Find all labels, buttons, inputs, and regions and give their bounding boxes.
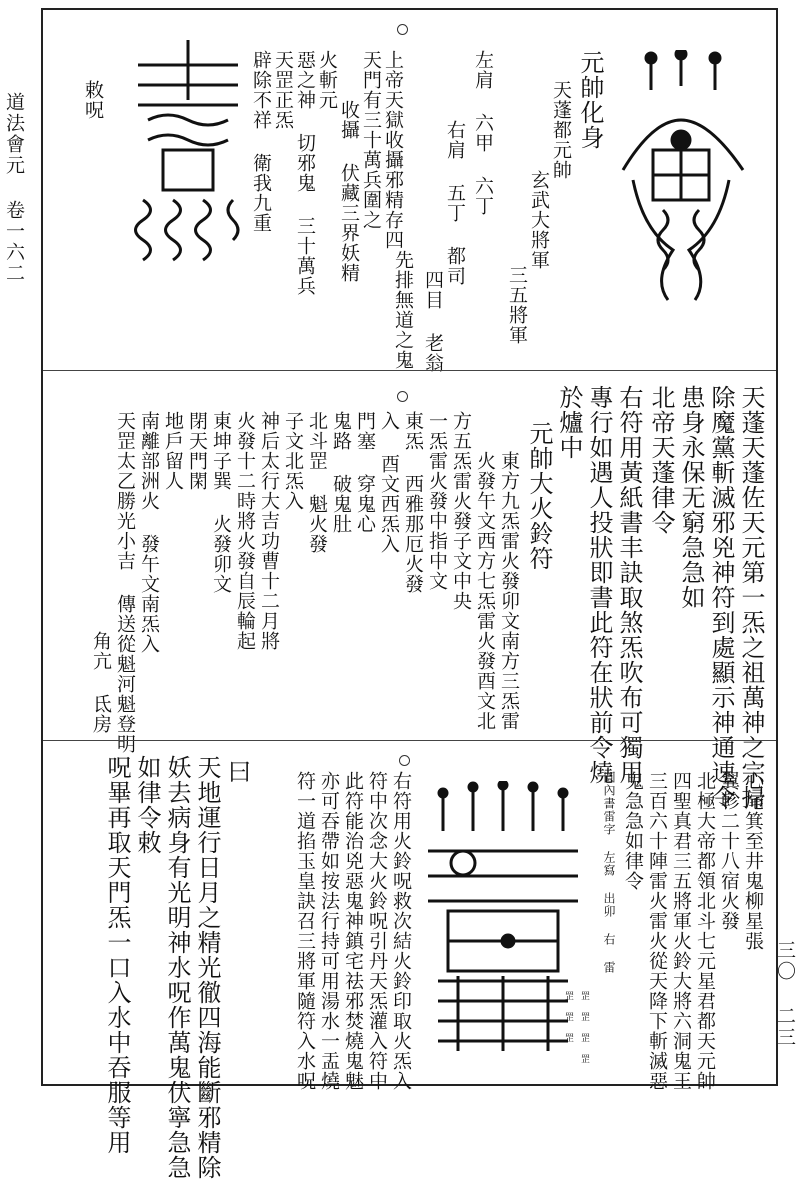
text-line: 除魔黨斬滅邪兇神符到處顯示神通速令 xyxy=(707,385,735,810)
text-line: 此符能治兇惡鬼神鎮宅祛邪焚燒鬼魅 xyxy=(342,771,364,1091)
text-line: 天地運行日月之精光徹四海能斷邪精除 xyxy=(193,755,221,1180)
text-line: 天罡太乙勝光小吉 傳送從魁河魁登明 xyxy=(114,411,136,754)
text-line: 妖去病身有光明神水呪作萬鬼伏寧急急 xyxy=(163,755,191,1180)
text-line: 元帥大火鈴符 xyxy=(525,421,553,571)
note-text: 罡 罡 罡 罡 xyxy=(579,991,589,1064)
text-line: 四目 老翁 xyxy=(422,270,444,373)
text-line: 患身永保无窮急急如 xyxy=(677,385,705,610)
text-line: 三五將軍 xyxy=(506,265,528,345)
note-text: 圓內書雷字 左寫 出卯 右 雷 xyxy=(602,771,616,974)
panel-1 xyxy=(43,10,776,373)
talisman-figure xyxy=(613,50,753,310)
text-line: 鬼路 破鬼肚 xyxy=(330,411,352,534)
text-line: 天蓬都元帥 xyxy=(550,80,572,180)
text-line: 惡之神 切邪鬼 三十萬兵 xyxy=(294,50,316,296)
text-line: 三百六十陣雷火雷火從天降下斬滅惡 xyxy=(646,771,668,1091)
text-line: 收攝 伏藏三界妖精 xyxy=(338,100,360,283)
text-line: 角亢 氐房 xyxy=(90,631,112,734)
circle-marker xyxy=(397,391,408,402)
text-line: 天罡正炁 xyxy=(272,50,294,130)
text-line: 四聖真君三五將軍火鈴大將六洞鬼王 xyxy=(670,771,692,1091)
book-title-margin: 道法會元 卷一六二 xyxy=(3,92,25,284)
text-line: 東方九炁雷火發卯文南方三炁雷 xyxy=(498,451,520,731)
text-line: 子文北炁入 xyxy=(282,411,304,511)
page-frame xyxy=(41,8,778,1180)
text-line: 方五炁雷火發子文中央 xyxy=(450,411,472,611)
text-line: 神后太行大吉功曹十二月將 xyxy=(258,411,280,651)
text-line: 先排無道之鬼 xyxy=(392,250,414,370)
circle-marker xyxy=(399,755,410,766)
text-line: 北帝天蓬律令 xyxy=(647,385,675,535)
text-line: 天蓬天蓬佐天元第一炁之祖萬神之宗掃 xyxy=(737,385,765,810)
text-line: 右肩 五丁 都司 xyxy=(444,120,466,286)
text-line: 呪畢再取天門炁一口入水中吞服等用 xyxy=(103,755,131,1155)
text-line: 鬼急急如律令 xyxy=(622,771,644,891)
text-line: 北斗罡 魁火發 xyxy=(306,411,328,554)
text-line: 亦可吞帶如按法行持可用湯水一盂燒 xyxy=(318,771,340,1091)
text-line: 南離部洲火 發午文南炁入 xyxy=(138,411,160,654)
text-line: 北極大帝都領北斗七元星君都天元帥 xyxy=(694,771,716,1091)
text-line: 東炁 西雅那厄火發 xyxy=(402,411,424,594)
text-line: 右符用黃紙書丰訣取煞炁吹布可獨用 xyxy=(615,385,643,785)
text-line: 火斬元 xyxy=(316,50,338,110)
spell-title: 敕呪 xyxy=(82,80,104,120)
text-line: 符一道掐玉皇訣召三將軍隨符入水呪 xyxy=(294,771,316,1091)
text-line: 一炁雷火發中指中文 xyxy=(426,411,448,591)
text-line: 右符用火鈴呪救次結火鈴印取火炁入 xyxy=(390,771,412,1091)
text-line: 於爐中 xyxy=(555,385,583,460)
text-line: 上帝天獄收攝邪精存四 xyxy=(382,50,404,250)
spell-talisman xyxy=(133,40,243,280)
text-line: 門塞 穿鬼心 xyxy=(354,411,376,534)
text-line: 專行如遇人投狀即書此符在狀前令燒 xyxy=(585,385,613,785)
page-number-margin: 三〇 二三 xyxy=(774,940,796,1048)
text-line: 心尾箕至井鬼柳星張 xyxy=(742,771,764,951)
text-line: 左肩 六甲 六丁 xyxy=(472,50,494,216)
text-line: 如律令敕 xyxy=(133,755,161,855)
text-line: 元帥化身 xyxy=(576,50,604,150)
text-line: 閉天門閑 xyxy=(186,411,208,491)
text-line: 地戶留人 xyxy=(162,411,184,491)
text-line: 曰 xyxy=(223,759,251,784)
text-line: 火發午文西方七炁雷火發酉文北 xyxy=(474,451,496,731)
text-line: 翼軫二十八宿火發 xyxy=(718,771,740,931)
text-line: 天門有三十萬兵圍之 xyxy=(360,50,382,230)
text-line: 東坤子巽 火發卯文 xyxy=(210,411,232,594)
text-line: 火發十二時將火發自辰輪起 xyxy=(234,411,256,651)
text-line: 入 酉文西炁入 xyxy=(378,411,400,554)
circle-marker xyxy=(397,24,408,35)
panel-3 xyxy=(43,740,776,1180)
text-line: 辟除不祥 衛我九重 xyxy=(250,50,272,233)
note-text: 罡 罡 罡 xyxy=(563,991,573,1043)
text-line: 符中次念大火鈴呪引丹天炁灌入符中 xyxy=(366,771,388,1091)
text-line: 玄武大將軍 xyxy=(528,170,550,270)
